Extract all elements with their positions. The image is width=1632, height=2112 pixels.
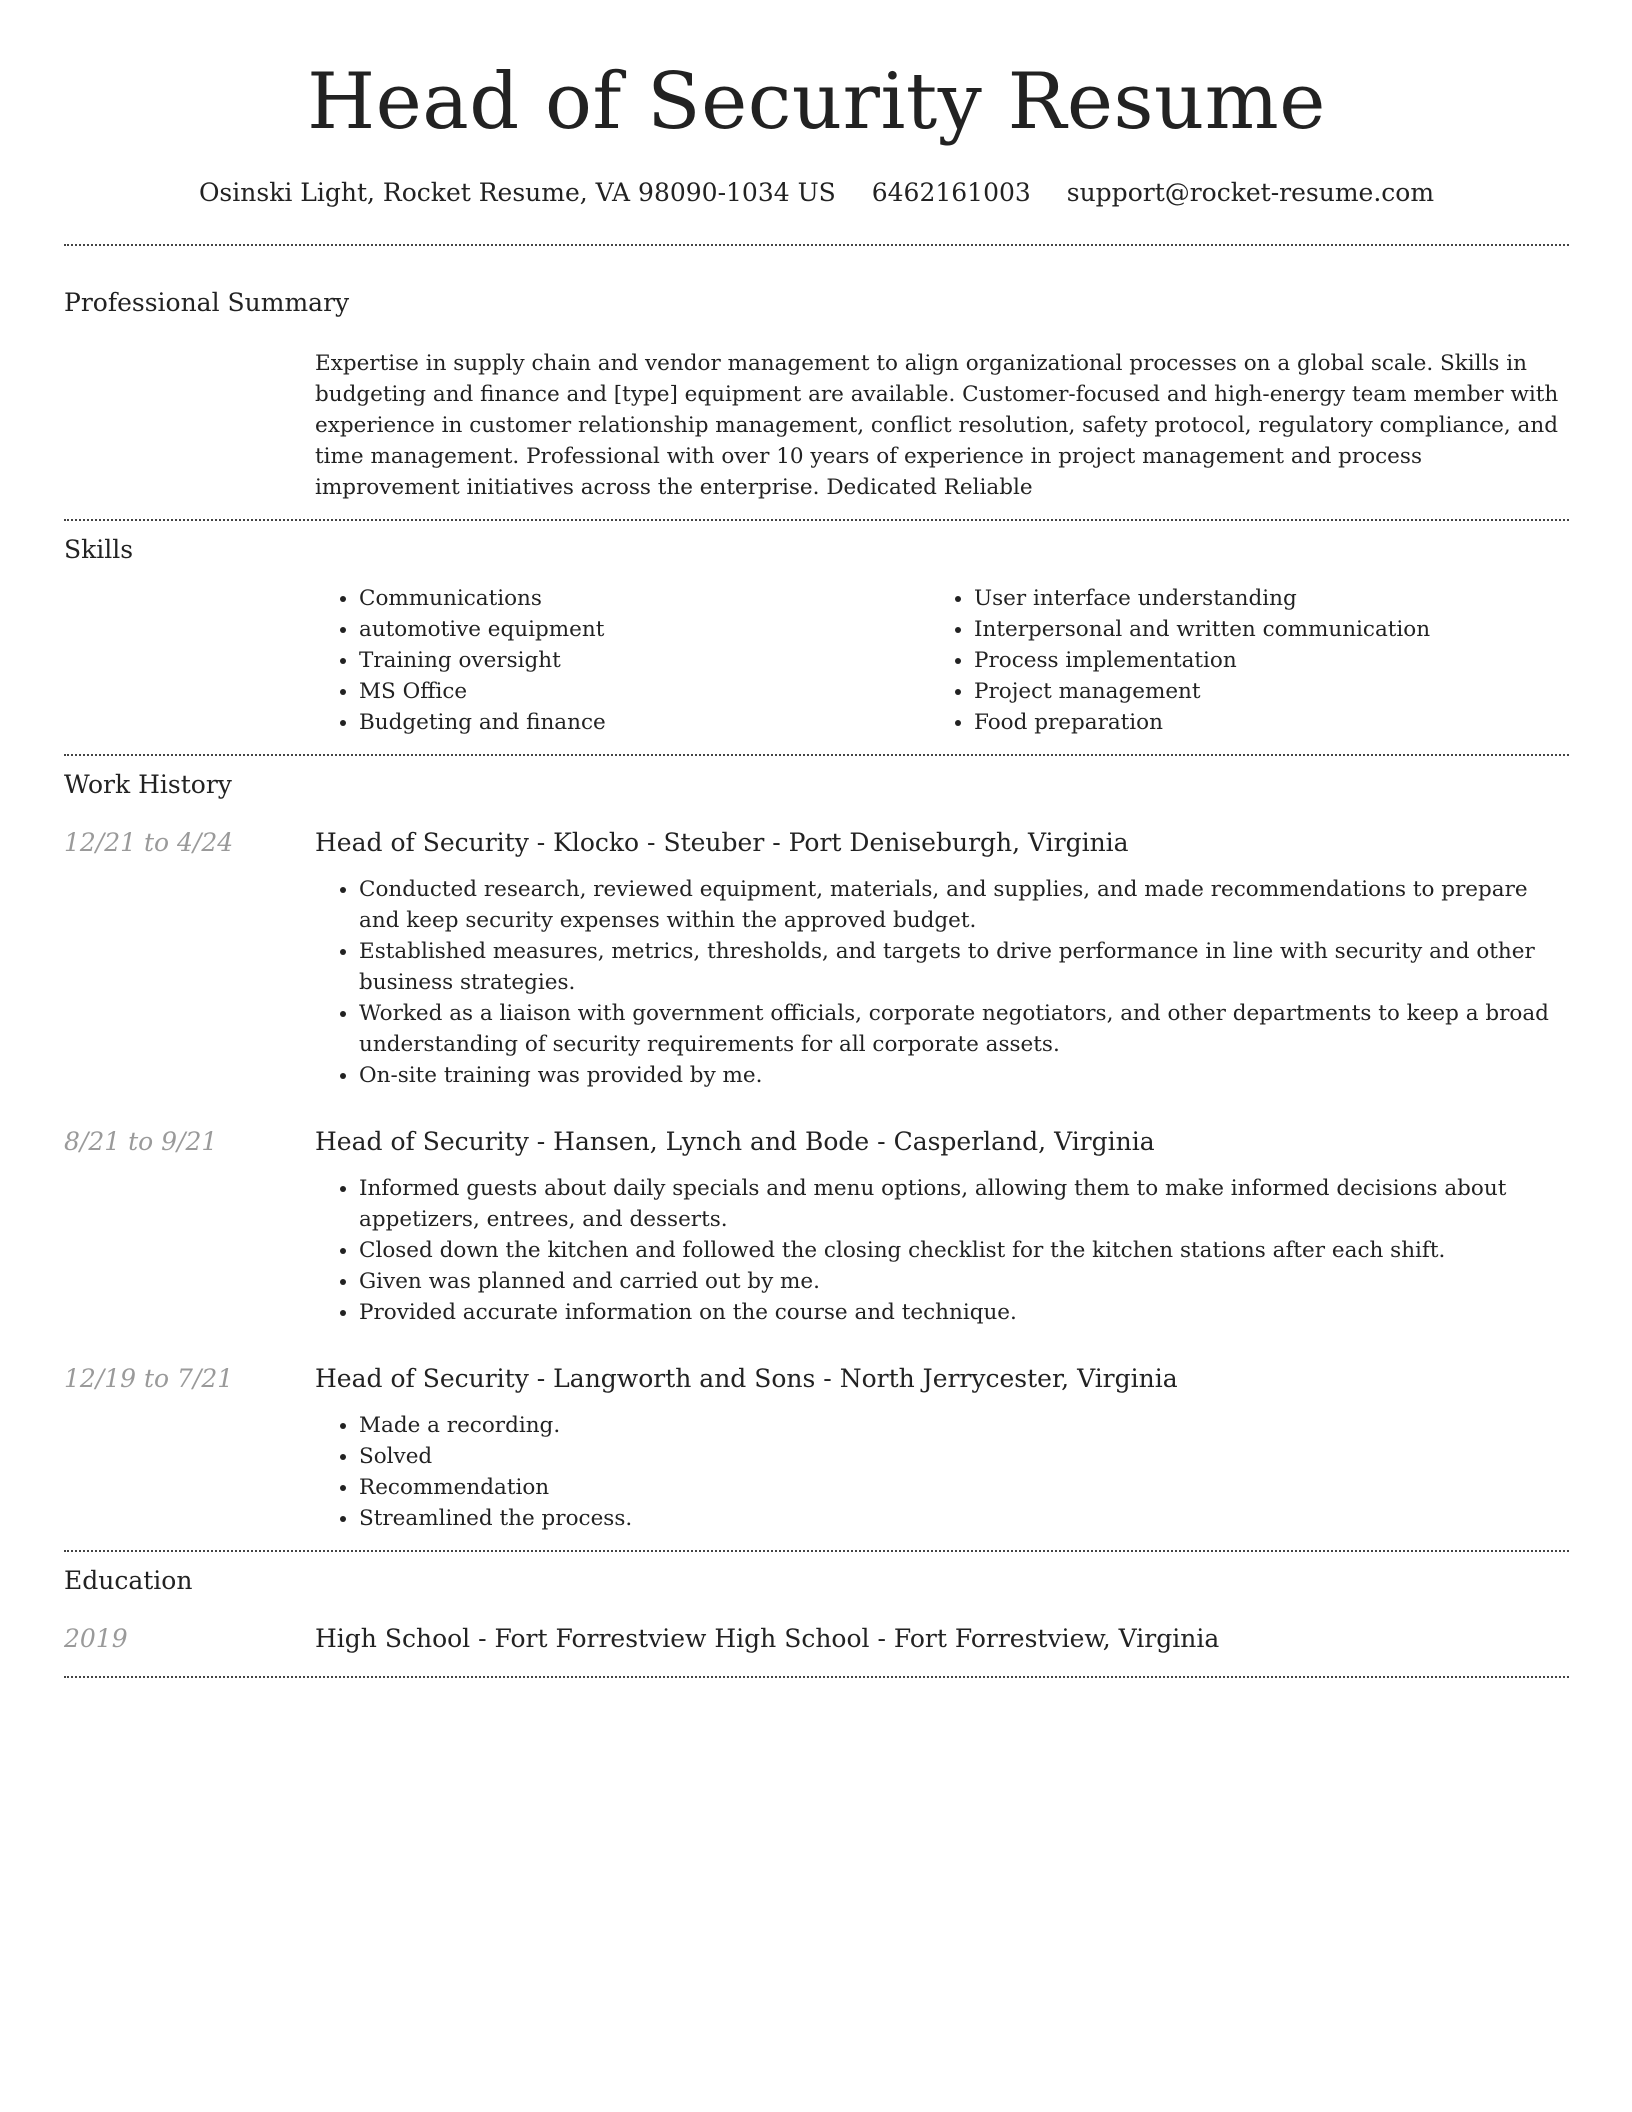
skill-item: • Food preparation (974, 707, 1545, 738)
contact-address: Osinski Light, Rocket Resume, VA 98090-1034 US (198, 178, 836, 207)
skill-item: • Communications (359, 583, 930, 614)
education-year: 2019 (64, 1624, 128, 1653)
skill-item: • Interpersonal and written communication (974, 614, 1545, 645)
job-body (315, 826, 1569, 1091)
job-body (315, 1362, 1569, 1534)
skill-item: • Project management (974, 676, 1545, 707)
job-bullet: • Conducted research, reviewed equipment, materials, and supplies, and made recommendations to prepare and keep security expenses within the approved budget. (359, 874, 1569, 936)
summary-text: Expertise in supply chain and vendor management to align organizational processes on a global scale. Skills in budgeting and finance and [type] equipment are available. Customer-focused and high-energy team member with experience in customer relationship management, conflict resolution, safety protocol, regulatory compliance, and time management. Professional with over 10 years of experience in project management and process improvement initiatives across the enterprise. Dedicated Reliable (315, 351, 1559, 500)
job-bullet: • Made a recording. (359, 1410, 1569, 1441)
job-entry (64, 826, 1569, 1091)
section-divider (64, 1550, 1569, 1552)
job-title: Head of Security - Hansen, Lynch and Bode - Casperland, Virginia (315, 1127, 1155, 1156)
contact-phone: 6462161003 (871, 178, 1031, 207)
skills-column-right (930, 583, 1545, 738)
skill-item: • automotive equipment (359, 614, 930, 645)
job-bullets (315, 1173, 1569, 1328)
skills-heading: Skills (64, 535, 134, 564)
job-bullet: • Provided accurate information on the course and technique. (359, 1297, 1569, 1328)
job-title: Head of Security - Langworth and Sons - North Jerrycester, Virginia (315, 1364, 1178, 1393)
section-divider (64, 519, 1569, 521)
work-history-heading: Work History (64, 770, 232, 799)
contact-line (64, 176, 1569, 210)
skills-section (64, 533, 1569, 738)
work-history-section (64, 768, 1569, 1534)
job-bullet: • Given was planned and carried out by me. (359, 1266, 1569, 1297)
job-entry (64, 1362, 1569, 1534)
job-bullet: • Streamlined the process. (359, 1503, 1569, 1534)
skill-item: • Budgeting and finance (359, 707, 930, 738)
job-bullet: • Worked as a liaison with government officials, corporate negotiators, and other departments to keep a broad understanding of security requirements for all corporate assets. (359, 998, 1569, 1060)
job-body (315, 1125, 1569, 1328)
resume-content (64, 0, 1569, 1678)
summary-heading: Professional Summary (64, 288, 350, 317)
section-divider (64, 1676, 1569, 1678)
job-bullets (315, 1410, 1569, 1534)
skill-item: • MS Office (359, 676, 930, 707)
job-dates: 12/19 to 7/21 (64, 1364, 234, 1393)
job-bullet: • Solved (359, 1441, 1569, 1472)
job-entry (64, 1125, 1569, 1328)
section-divider (64, 754, 1569, 756)
job-bullet: • Established measures, metrics, thresholds, and targets to drive performance in line with security and other business strategies. (359, 936, 1569, 998)
education-section (64, 1564, 1569, 1656)
skill-item: • User interface understanding (974, 583, 1545, 614)
job-title: Head of Security - Klocko - Steuber - Port Deniseburgh, Virginia (315, 828, 1129, 857)
skill-item: • Process implementation (974, 645, 1545, 676)
skills-column-left (315, 583, 930, 738)
education-heading: Education (64, 1566, 193, 1595)
resume-title: Head of Security Resume (307, 57, 1326, 147)
summary-section (64, 286, 1569, 503)
job-dates: 12/21 to 4/24 (64, 828, 234, 857)
education-title: High School - Fort Forrestview High School - Fort Forrestview, Virginia (315, 1624, 1220, 1653)
section-divider (64, 244, 1569, 246)
job-bullet: • Closed down the kitchen and followed the closing checklist for the kitchen stations after each shift. (359, 1235, 1569, 1266)
job-bullet: • Recommendation (359, 1472, 1569, 1503)
education-body (315, 1622, 1569, 1656)
contact-email: support@rocket-resume.com (1066, 178, 1435, 207)
skill-item: • Training oversight (359, 645, 930, 676)
job-bullet: • Informed guests about daily specials and menu options, allowing them to make informed decisions about appetizers, entrees, and desserts. (359, 1173, 1569, 1235)
job-bullets (315, 874, 1569, 1091)
education-entry (64, 1622, 1569, 1656)
job-bullet: • On-site training was provided by me. (359, 1060, 1569, 1091)
skills-grid (315, 583, 1569, 738)
job-dates: 8/21 to 9/21 (64, 1127, 218, 1156)
